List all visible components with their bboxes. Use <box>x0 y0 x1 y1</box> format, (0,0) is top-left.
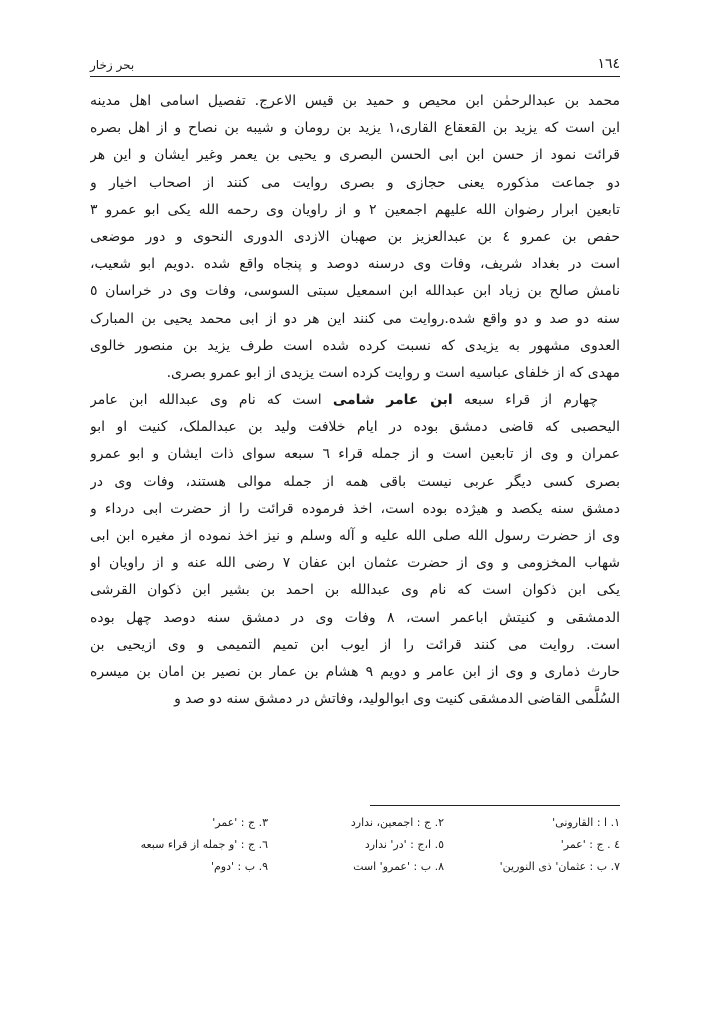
footnote: ٨. ب : 'عمرو' است <box>353 860 444 873</box>
body-line: تابعین ابرار رضوان الله علیهم اجمعین ٢ و از راویان وی رحمه الله یکی ابو عمرو ٣ <box>90 201 620 218</box>
footnote: ٤ . ج : 'عمر' <box>560 838 620 851</box>
body-line <box>90 387 620 414</box>
body-line: عمران و وی از تابعین است و از جمله قراء ٦ سبعه سوای ذات ایشان و ابو عمرو <box>90 446 620 463</box>
footnote: ٢. ج : اجمعین، ندارد <box>350 816 444 829</box>
bold-name: ابن عامر شامی <box>332 392 453 409</box>
body-line: سنه دو صد و دو واقع شده.روایت می کنند این هر دو از ابی محمد یحیی بن المبارک <box>90 310 620 327</box>
header-rule <box>90 76 620 77</box>
footnote: ٥. ا،ج : 'در' ندارد <box>364 838 444 851</box>
body-line: السُلَّمی القاضی الدمشقی کنیت وی ابوالولید، وفاتش در دمشق سنه دو صد و <box>174 691 620 708</box>
body-line: نامش صالح بن زیاد ابن عبدالله ابن اسمعیل سبتی السوسی، وفات وی در خراسان ٥ <box>90 283 620 300</box>
body-line: شهاب المخزومی و وی از حضرت عثمان ابن عفان ٧ رضی الله عنه و از راویان او <box>90 555 620 572</box>
footnote: ٧. ب : عثمان' ذی النورین' <box>499 860 620 873</box>
body-line: این است که یزید بن القعقاع القاری،١ یزید بن رومان و شیبه بن نصاح و از اهل بصره <box>90 120 620 137</box>
body-line: محمد بن عبدالرحمٰن ابن محیص و حمید بن قیس الاعرج. تفصیل اسامی اهل مدینه <box>90 93 620 109</box>
footnote-row <box>90 856 620 878</box>
body-line: بصری کسی دیگر عربی نیست باقی همه از جمله موالی هستند، وفات وی در <box>90 473 620 490</box>
body-line: دو جماعت مذکوره یعنی حجازی و بصری روایت می کنند از اصحاب اخیار و <box>90 174 620 191</box>
body-line: الیحصبی که قاضی دمشق بوده در ایام خلافت ولید بن عبدالملک، کنیت او ابو <box>90 419 620 436</box>
body-line: یکی ابن ذکوان است که نام وی عبدالله بن احمد بن بشیر ابن ذکوان القرشی <box>90 582 620 599</box>
body-line: دمشق سنه یکصد و هیژده بوده است، اخذ فرموده قرائت را از حضرت ابی درداء و <box>90 500 620 517</box>
footnote-row <box>90 834 620 856</box>
body-line: حارث ذماری و وی از ابن عامر و دویم ٩ هشام بن عمار بن نصیر بن امان بن میسره <box>90 663 620 680</box>
footnote-row <box>90 812 620 834</box>
footnote: ٩. ب : 'دوم' <box>210 860 268 873</box>
body-line: قرائت نمود از حسن ابن ابی الحسن البصری و یحیی بن یعمر وغیر ایشان و این هر <box>90 147 620 164</box>
running-title: بحر زخار <box>90 58 135 72</box>
body-line: است در بغداد شریف، وفات وی درسنه دوصد و پنجاه واقع شده .دویم ابو شعیب، <box>90 256 620 273</box>
body-line: است. روایت می کنند قرائت را از ایوب ابن تمیم التمیمی و وی ازیحیی بن <box>90 636 620 653</box>
body-line: حفص بن عمرو ٤ بن عبدالعزیز بن صهبان الازدی الدوری النحوی و دور موضعی <box>90 228 620 245</box>
line-segment: است که نام وی عبدالله ابن عامر <box>90 392 333 409</box>
body-line: العدوی مشهور به یزیدی که نسبت کرده شده است طرف یزید بن منصور خالوی <box>90 337 620 354</box>
line-segment: چهارم از قراء سبعه <box>452 392 598 409</box>
footnotes <box>90 812 620 878</box>
footnote: ٦. ج : 'و جمله از قراء سبعه <box>140 838 268 851</box>
footnote: ٣. ج : 'عمر' <box>212 816 268 829</box>
body-line: وی از حضرت رسول الله صلی الله علیه و آله وسلم و نیز اخذ نموده از مغیره ابن ابی <box>90 528 620 544</box>
body-text <box>90 88 620 713</box>
page-header <box>90 52 620 72</box>
body-line: مهدی که از خلفای عباسیه است و روایت کرده است یزیدی از ابو عمرو بصری. <box>166 364 620 381</box>
body-line: الدمشقی و کنیتش اباعمر است، ٨ وفات وی در دمشق سنه دوصد چهل بوده <box>90 609 620 626</box>
footnote-rule <box>370 805 620 806</box>
page-number: ١٦٤ <box>597 56 620 72</box>
footnote: ١. ا : القارونی' <box>552 816 620 829</box>
